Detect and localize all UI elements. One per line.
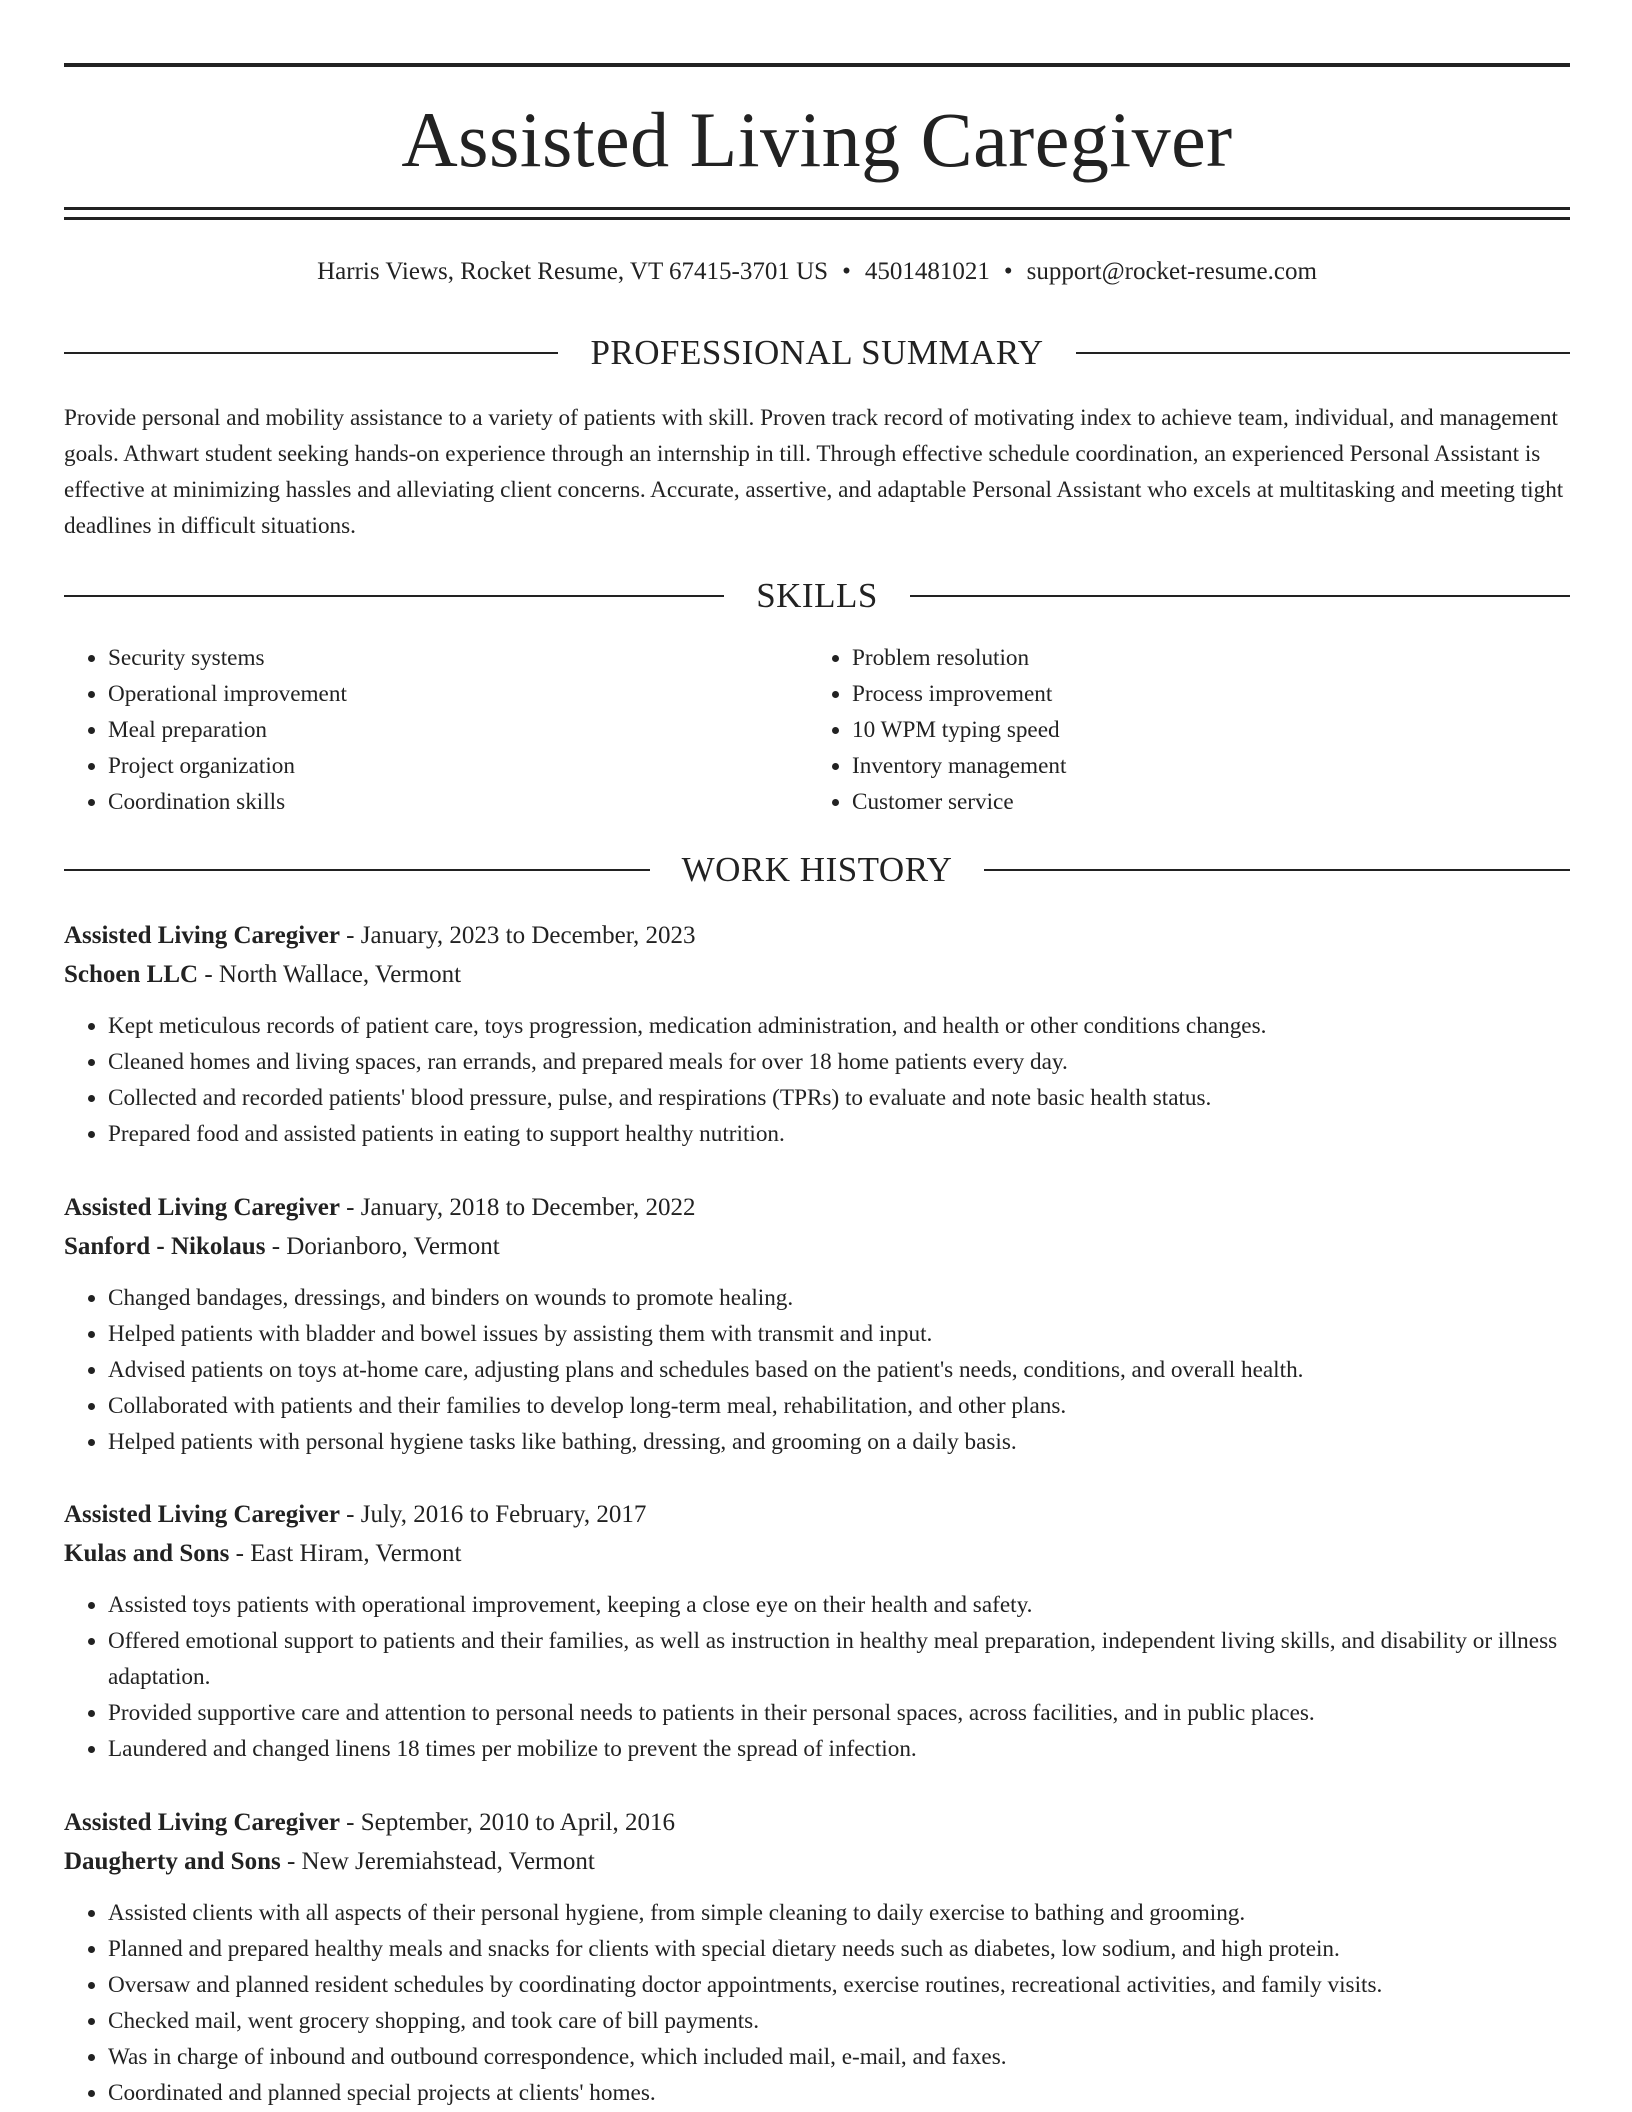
resume-title: Assisted Living Caregiver [401, 96, 1233, 183]
job-bullet: • Was in charge of inbound and outbound correspondence, which included mail, e-mail, and faxes. [108, 2039, 1570, 2075]
skill-item: • Inventory management [852, 748, 1552, 784]
job-bullet: • Checked mail, went grocery shopping, and took care of bill payments. [108, 2003, 1570, 2039]
job-title-line [64, 916, 1570, 955]
skill-item: • Problem resolution [852, 640, 1552, 676]
job-bullet: • Collaborated with patients and their families to develop long-term meal, rehabilitation, and other plans. [108, 1388, 1570, 1424]
job-bullet: • Laundered and changed linens 18 times per mobilize to prevent the spread of infection. [108, 1731, 1570, 1767]
contact-line [64, 254, 1570, 290]
job-company: Schoen LLC [64, 961, 199, 988]
top-rule [64, 63, 1570, 67]
job-bullet: • Coordinated and planned special projects at clients' homes. [108, 2075, 1570, 2111]
job-bullet: • Kept meticulous records of patient care, toys progression, medication administration, and health or other conditions changes. [108, 1008, 1570, 1044]
job-bullets [64, 1895, 1570, 2111]
skill-item: • Operational improvement [108, 676, 808, 712]
skill-item: • 10 WPM typing speed [852, 712, 1552, 748]
heading-rule-right [1076, 352, 1570, 354]
job-bullets [64, 1008, 1570, 1152]
job-bullets [64, 1587, 1570, 1767]
job-bullet: • Advised patients on toys at-home care, adjusting plans and schedules based on the patient's needs, conditions, and overall health. [108, 1352, 1570, 1388]
heading-rule-left [64, 352, 558, 354]
job-company: Kulas and Sons [64, 1540, 230, 1567]
job-company-line [64, 1227, 1570, 1266]
job-bullet: • Cleaned homes and living spaces, ran errands, and prepared meals for over 18 home patients every day. [108, 1044, 1570, 1080]
skill-item: • Coordination skills [108, 784, 808, 820]
job-company: Sanford - Nikolaus [64, 1233, 266, 1260]
summary-text: Provide personal and mobility assistance to a variety of patients with skill. Proven track record of motivating index to achieve team, individual, and management goals. Athwart student seeking hands-on experience through an internship in till. Through effective schedule coordination, an experienced Personal Assistant is effective at minimizing hassles and alleviating client concerns. Accurate, assertive, and adaptable Personal Assistant who excels at multitasking and meeting tight deadlines in difficult situations. [64, 405, 1564, 539]
job-title: Assisted Living Caregiver [64, 922, 340, 949]
heading-rule-right [984, 869, 1570, 871]
skills-list [64, 640, 1570, 820]
section-heading-label: PROFESSIONAL SUMMARY [590, 333, 1044, 372]
job-bullets [64, 1280, 1570, 1460]
job-bullet: • Provided supportive care and attention to personal needs to patients in their personal spaces, across facilities, and in public places. [108, 1695, 1570, 1731]
contact-separator: • [842, 258, 851, 285]
skill-item: • Meal preparation [108, 712, 808, 748]
contact-address: Harris Views, Rocket Resume, VT 67415-3701 US [317, 258, 829, 285]
contact-email[interactable]: support@rocket-resume.com [1026, 258, 1317, 285]
heading-rule-right [910, 595, 1570, 597]
section-heading-work-history [64, 848, 1570, 892]
contact-separator: • [1003, 258, 1013, 285]
job-title-line [64, 1803, 1570, 1842]
skill-item: • Customer service [852, 784, 1552, 820]
job-dates: - January, 2018 to December, 2022 [339, 1194, 696, 1221]
heading-rule-left [64, 869, 650, 871]
job-bullet: • Collected and recorded patients' blood pressure, pulse, and respirations (TPRs) to evaluate and note basic health status. [108, 1080, 1570, 1116]
job-company-line [64, 1842, 1570, 1881]
contact-phone: 4501481021 [864, 258, 990, 285]
job-title: Assisted Living Caregiver [64, 1501, 340, 1528]
job-title-line [64, 1495, 1570, 1534]
job-title: Assisted Living Caregiver [64, 1809, 340, 1836]
job-title-line [64, 1188, 1570, 1227]
job-dates: - September, 2010 to April, 2016 [339, 1809, 675, 1836]
job-company-line [64, 955, 1570, 994]
skills-column-left [64, 640, 808, 820]
job-bullet: • Planned and prepared healthy meals and snacks for clients with special dietary needs such as diabetes, low sodium, and high protein. [108, 1931, 1570, 1967]
job-bullet: • Offered emotional support to patients and their families, as well as instruction in healthy meal preparation, independent living skills, and disability or illness adaptation. [108, 1623, 1570, 1695]
job-location: - North Wallace, Vermont [198, 961, 462, 988]
job-bullet: • Changed bandages, dressings, and binders on wounds to promote healing. [108, 1280, 1570, 1316]
skill-item: • Security systems [108, 640, 808, 676]
heading-rule-left [64, 595, 724, 597]
title-double-rule [64, 207, 1570, 220]
job-bullet: • Helped patients with bladder and bowel issues by assisting them with transmit and input. [108, 1316, 1570, 1352]
job-location: - Dorianboro, Vermont [265, 1233, 500, 1260]
job-dates: - January, 2023 to December, 2023 [339, 922, 696, 949]
job-location: - New Jeremiahstead, Vermont [280, 1848, 595, 1875]
job-location: - East Hiram, Vermont [229, 1540, 462, 1567]
job-company: Daugherty and Sons [64, 1848, 281, 1875]
job-entry [64, 916, 1570, 1152]
skill-item: • Process improvement [852, 676, 1552, 712]
job-entry [64, 1188, 1570, 1460]
job-title: Assisted Living Caregiver [64, 1194, 340, 1221]
job-entry [64, 1495, 1570, 1767]
section-heading-summary [64, 331, 1570, 375]
job-dates: - July, 2016 to February, 2017 [339, 1501, 647, 1528]
job-bullet: • Assisted toys patients with operational improvement, keeping a close eye on their health and safety. [108, 1587, 1570, 1623]
job-bullet: • Oversaw and planned resident schedules by coordinating doctor appointments, exercise routines, recreational activities, and family visits. [108, 1967, 1570, 2003]
section-heading-label: SKILLS [756, 576, 878, 615]
job-entry [64, 1803, 1570, 2111]
skill-item: • Project organization [108, 748, 808, 784]
job-bullet: • Helped patients with personal hygiene tasks like bathing, dressing, and grooming on a daily basis. [108, 1424, 1570, 1460]
job-bullet: • Assisted clients with all aspects of their personal hygiene, from simple cleaning to daily exercise to bathing and grooming. [108, 1895, 1570, 1931]
skills-column-right [808, 640, 1552, 820]
job-company-line [64, 1534, 1570, 1573]
section-heading-skills [64, 574, 1570, 618]
section-heading-label: WORK HISTORY [681, 850, 953, 889]
job-bullet: • Prepared food and assisted patients in eating to support healthy nutrition. [108, 1116, 1570, 1152]
